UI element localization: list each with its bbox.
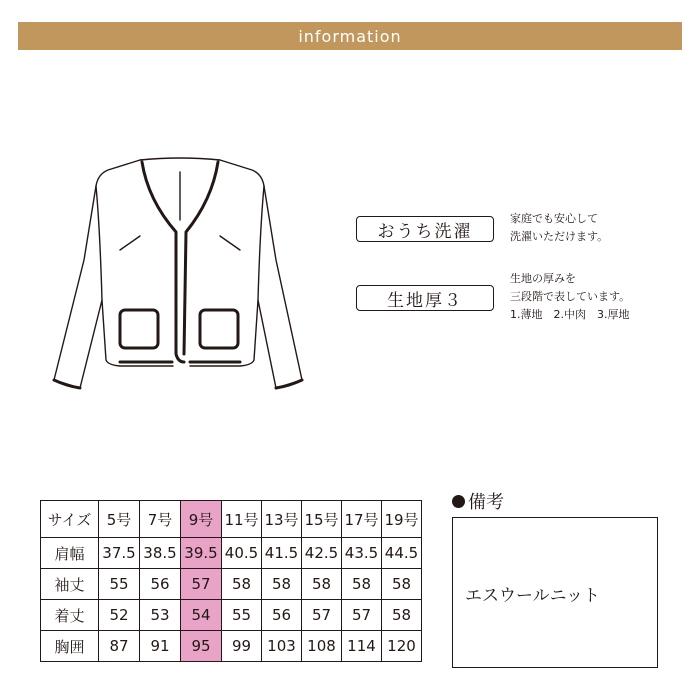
size-value-cell: 120: [382, 631, 422, 662]
home-wash-label: おうち洗濯: [377, 221, 473, 242]
size-header-cell: 19号: [382, 501, 422, 538]
size-value-cell: 58: [262, 569, 302, 600]
measure-label: 胸囲: [41, 631, 99, 662]
fabric-thickness-badge: [356, 285, 494, 311]
fabric-thickness-desc-line: 1.薄地 2.中肉 3.厚地: [510, 308, 630, 321]
home-wash-desc-line: 家庭でも安心して: [510, 212, 598, 225]
size-value-cell: 99: [222, 631, 262, 662]
size-value-cell: 57: [302, 600, 342, 631]
size-value-cell: 38.5: [140, 538, 181, 569]
size-value-cell: 108: [302, 631, 342, 662]
size-value-cell: 56: [140, 569, 181, 600]
notes-box: [452, 517, 658, 668]
size-row: [41, 600, 422, 631]
size-value-cell: 54: [181, 600, 222, 631]
size-value-cell: 95: [181, 631, 222, 662]
size-value-cell: 53: [140, 600, 181, 631]
size-value-cell: 55: [222, 600, 262, 631]
banner-title: information: [298, 26, 402, 46]
size-value-cell: 91: [140, 631, 181, 662]
size-header-label: サイズ: [41, 501, 99, 538]
home-wash-description: [510, 210, 608, 246]
notes-text: エスウールニット: [465, 586, 600, 606]
measure-label: 袖丈: [41, 569, 99, 600]
size-value-cell: 57: [181, 569, 222, 600]
notes-label: 備考: [468, 492, 504, 513]
size-header-cell: 7号: [140, 501, 181, 538]
size-value-cell: 37.5: [99, 538, 140, 569]
size-header-cell: 5号: [99, 501, 140, 538]
size-header-cell: 17号: [342, 501, 382, 538]
size-value-cell: 56: [262, 600, 302, 631]
size-row: [41, 538, 422, 569]
fabric-thickness-desc-line: 生地の厚みを: [510, 272, 576, 285]
size-value-cell: 114: [342, 631, 382, 662]
size-value-cell: 44.5: [382, 538, 422, 569]
size-row: [41, 569, 422, 600]
fabric-thickness-description: [510, 270, 630, 324]
fabric-thickness-desc-line: 三段階で表しています。: [510, 290, 631, 303]
jacket-illustration: [40, 140, 320, 410]
fabric-thickness-label: 生地厚３: [387, 290, 463, 311]
measure-label: 肩幅: [41, 538, 99, 569]
home-wash-desc-line: 洗濯いただけます。: [510, 230, 609, 243]
notes-heading: [452, 488, 504, 514]
size-value-cell: 58: [222, 569, 262, 600]
size-header-cell: 11号: [222, 501, 262, 538]
size-value-cell: 40.5: [222, 538, 262, 569]
size-header-row: [41, 501, 422, 538]
size-value-cell: 58: [302, 569, 342, 600]
size-value-cell: 41.5: [262, 538, 302, 569]
size-value-cell: 43.5: [342, 538, 382, 569]
size-value-cell: 39.5: [181, 538, 222, 569]
bullet-icon: [452, 495, 465, 508]
size-value-cell: 57: [342, 600, 382, 631]
size-value-cell: 52: [99, 600, 140, 631]
size-value-cell: 42.5: [302, 538, 342, 569]
size-value-cell: 58: [342, 569, 382, 600]
size-header-cell: 13号: [262, 501, 302, 538]
measure-label: 着丈: [41, 600, 99, 631]
size-value-cell: 103: [262, 631, 302, 662]
size-header-cell: 9号: [181, 501, 222, 538]
size-value-cell: 55: [99, 569, 140, 600]
size-value-cell: 58: [382, 600, 422, 631]
home-wash-badge: [356, 216, 494, 242]
size-row: [41, 631, 422, 662]
size-header-cell: 15号: [302, 501, 342, 538]
size-value-cell: 87: [99, 631, 140, 662]
size-table: [40, 500, 422, 662]
information-banner: [18, 22, 682, 50]
size-value-cell: 58: [382, 569, 422, 600]
